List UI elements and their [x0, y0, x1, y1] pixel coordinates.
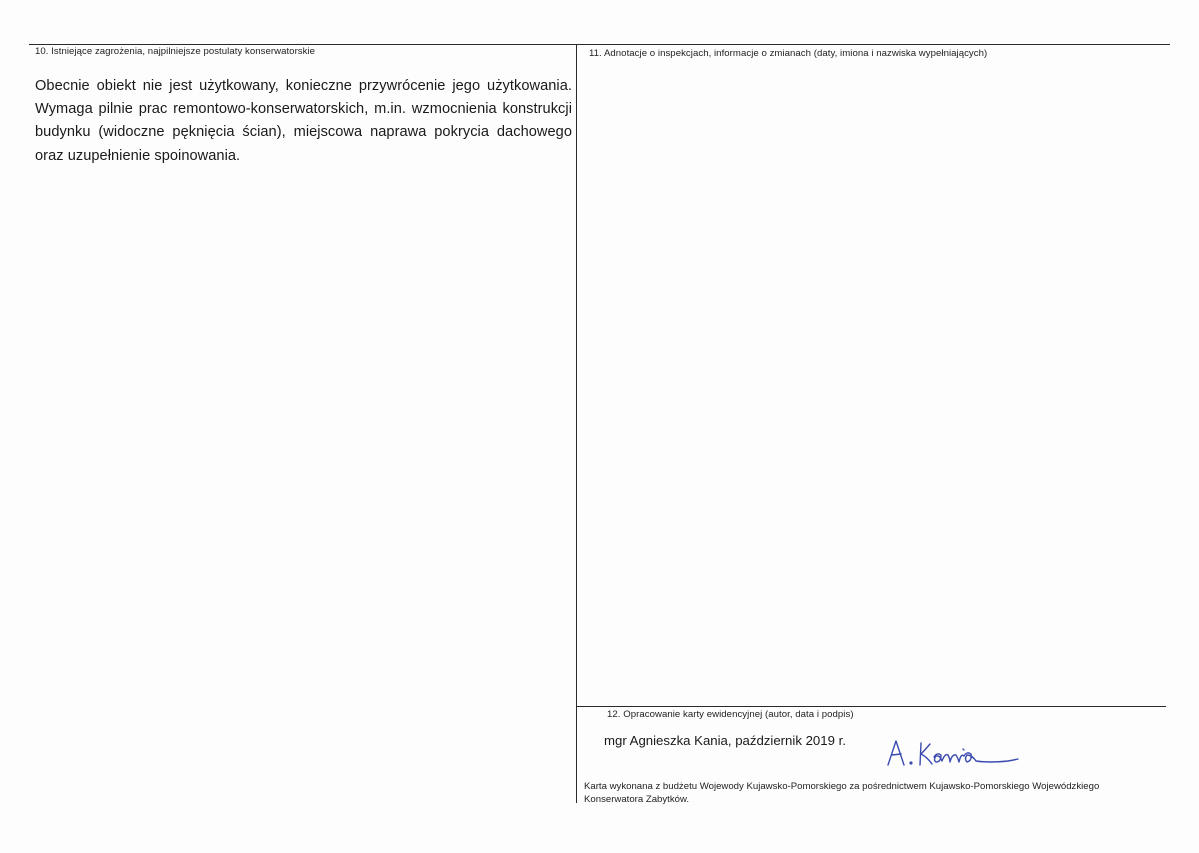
handwritten-signature	[884, 735, 1024, 775]
threats-section-label: 10. Istniejące zagrożenia, najpilniejsze postulaty konserwatorskie	[35, 46, 316, 57]
top-rule	[29, 44, 1170, 45]
author-line: mgr Agnieszka Kania, październik 2019 r.	[604, 733, 846, 748]
column-divider	[576, 44, 577, 803]
threats-section-text: Obecnie obiekt nie jest użytkowany, konieczne przywrócenie jego użytkowania. Wymaga pilnie prac remontowo-konserwatorskich, m.in. wzmocnienia konstrukcji budynku (widoczne pęknięcia ścian), miejscowa naprawa pokrycia dachowego oraz uzupełnienie spoinowania.	[35, 78, 572, 164]
card-section-rule	[576, 706, 1166, 707]
inspections-section-label: 11. Adnotacje o inspekcjach, informacje o zmianach (daty, imiona i nazwiska wypełniających)	[589, 48, 988, 59]
funding-note: Karta wykonana z budżetu Wojewody Kujawsko-Pomorskiego za pośrednictwem Kujawsko-Pomorskiego Wojewódzkiego Konserwatora Zabytków.	[584, 781, 1100, 805]
card-author-section-label: 12. Opracowanie karty ewidencyjnej (autor, data i podpis)	[607, 709, 854, 720]
